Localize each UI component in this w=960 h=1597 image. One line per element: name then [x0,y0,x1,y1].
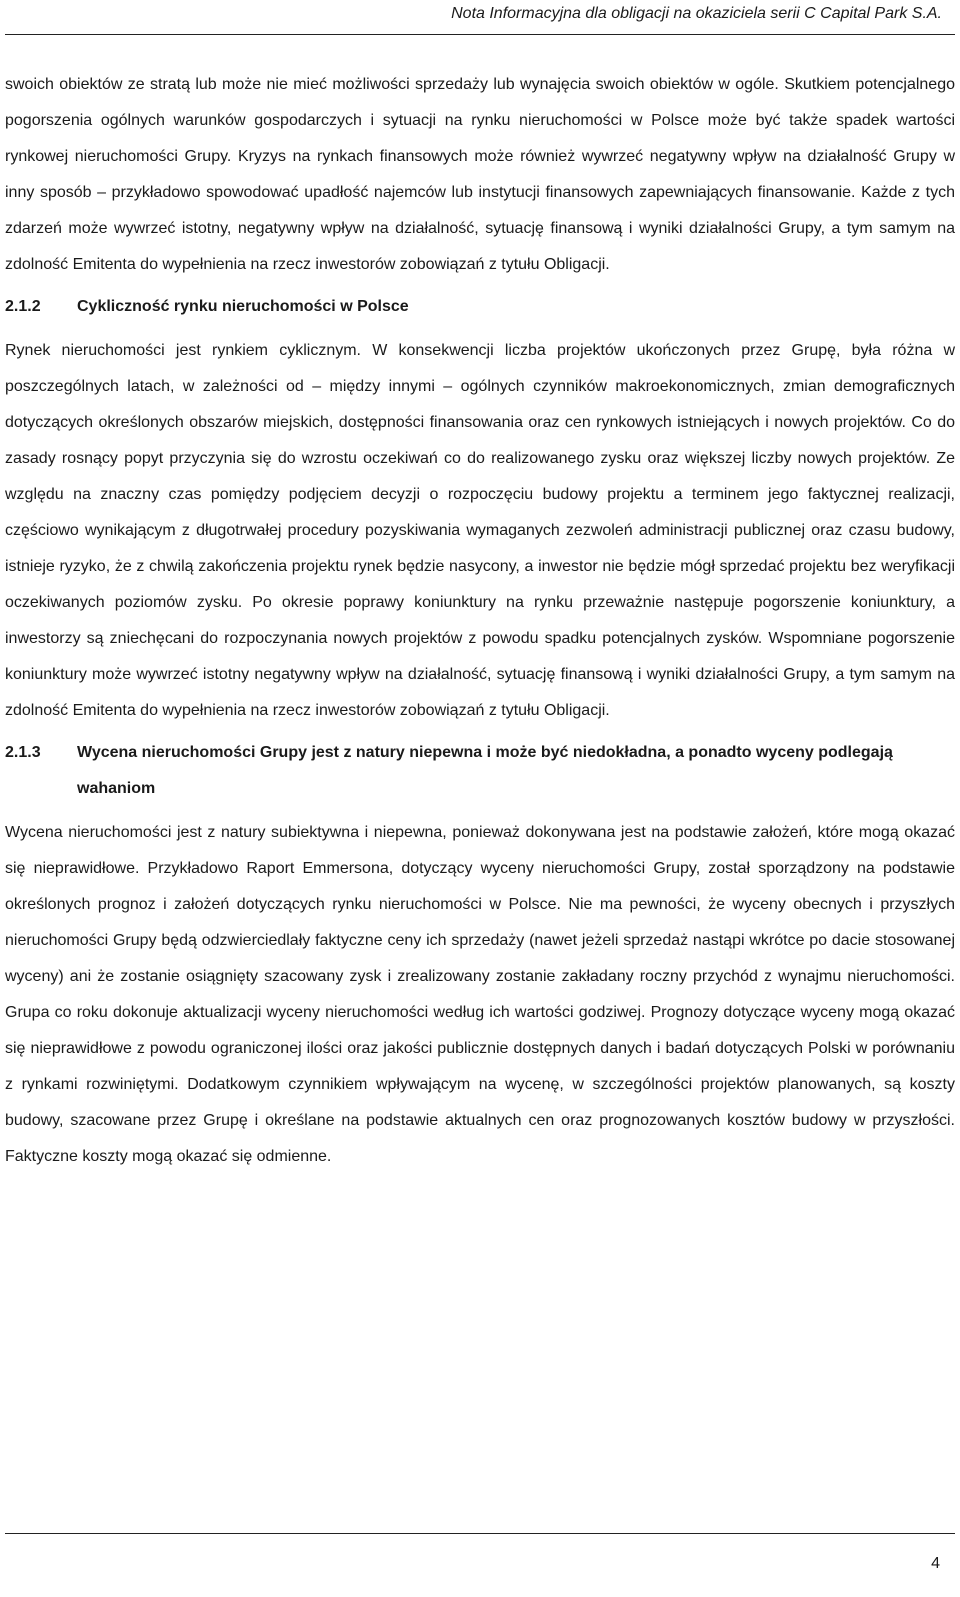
section-number: 2.1.2 [5,298,41,315]
page-number: 4 [931,1555,940,1572]
section-heading-2-1-3 [5,735,955,807]
paragraph-market-risk: swoich obiektów ze stratą lub może nie mieć możliwości sprzedaży lub wynajęcia swoich obiektów w ogóle. Skutkiem potencjalnego pogorszenia ogólnych warunków gospodarczych i sytuacji na rynku nieruchomości w Polsce może być także spadek wartości rynkowej nieruchomości Grupy. Kryzys na rynkach finansowych może również wywrzeć negatywny wpływ na działalność Grupy w inny sposób – przykładowo spowodować upadłość najemców lub instytucji finansowych zapewniających finansowanie. Każde z tych zdarzeń może wywrzeć istotny, negatywny wpływ na działalność, sytuację finansową i wyniki działalności Grupy, a tym samym na zdolność Emitenta do wypełnienia na rzecz inwestorów zobowiązań z tytułu Obligacji. [5,76,955,273]
section-title: Cykliczność rynku nieruchomości w Polsce [77,298,409,315]
document-header-title: Nota Informacyjna dla obligacji na okaziciela serii C Capital Park S.A. [451,5,942,22]
section-title: Wycena nieruchomości Grupy jest z natury niepewna i może być niedokładna, a ponadto wyceny podlegają wahaniom [77,744,893,797]
document-body [5,67,955,1175]
header-divider [5,34,955,35]
footer-divider [5,1533,955,1534]
paragraph-valuation: Wycena nieruchomości jest z natury subiektywna i niepewna, ponieważ dokonywana jest na podstawie założeń, które mogą okazać się nieprawidłowe. Przykładowo Raport Emmersona, dotyczący wyceny nieruchomości Grupy, został sporządzony na podstawie określonych prognoz i założeń dotyczących rynku nieruchomości w Polsce. Nie ma pewności, że wyceny obecnych i przyszłych nieruchomości Grupy będą odzwierciedlały faktyczne ceny ich sprzedaży (nawet jeżeli sprzedaż nastąpi wkrótce po dacie stosowanej wyceny) ani że zostanie osiągnięty szacowany zysk i zrealizowany zostanie zakładany roczny przychód z wynajmu nieruchomości. Grupa co roku dokonuje aktualizacji wyceny nieruchomości według ich wartości godziwej. Prognozy dotyczące wyceny mogą okazać się nieprawidłowe z powodu ograniczonej ilości oraz jakości publicznie dostępnych danych i badań dotyczących Polski w porównaniu z rynkami rozwiniętymi. Dodatkowym czynnikiem wpływającym na wycenę, w szczególności projektów planowanych, są koszty budowy, szacowane przez Grupę i określane na podstawie aktualnych cen oraz prognozowanych kosztów budowy w przyszłości. Faktyczne koszty mogą okazać się odmienne. [5,824,955,1165]
section-number: 2.1.3 [5,744,41,761]
paragraph-cyclicality: Rynek nieruchomości jest rynkiem cyklicznym. W konsekwencji liczba projektów ukończonych przez Grupę, była różna w poszczególnych latach, w zależności od – między innymi – ogólnych czynników makroekonomicznych, zmian demograficznych dotyczących określonych obszarów miejskich, dostępności finansowania oraz cen rynkowych istniejących i nowych projektów. Co do zasady rosnący popyt przyczynia się do wzrostu oczekiwań co do realizowanego zysku oraz większej liczby nowych projektów. Ze względu na znaczny czas pomiędzy podjęciem decyzji o rozpoczęciu budowy projektu a terminem jego faktycznej realizacji, częściowo wynikającym z długotrwałej procedury pozyskiwania wymaganych zezwoleń administracji publicznej oraz czasu budowy, istnieje ryzyko, że z chwilą zakończenia projektu rynek będzie nasycony, a inwestor nie będzie mógł sprzedać projektu bez weryfikacji oczekiwanych poziomów zysku. Po okresie poprawy koniunktury na rynku przeważnie następuje pogorszenie koniunktury, a inwestorzy są zniechęcani do rozpoczynania nowych projektów z powodu spadku potencjalnych zysków. Wspomniane pogorszenie koniunktury może wywrzeć istotny negatywny wpływ na działalność, sytuację finansową i wyniki działalności Grupy, a tym samym na zdolność Emitenta do wypełnienia na rzecz inwestorów zobowiązań z tytułu Obligacji. [5,342,955,719]
section-heading-2-1-2 [5,289,955,325]
